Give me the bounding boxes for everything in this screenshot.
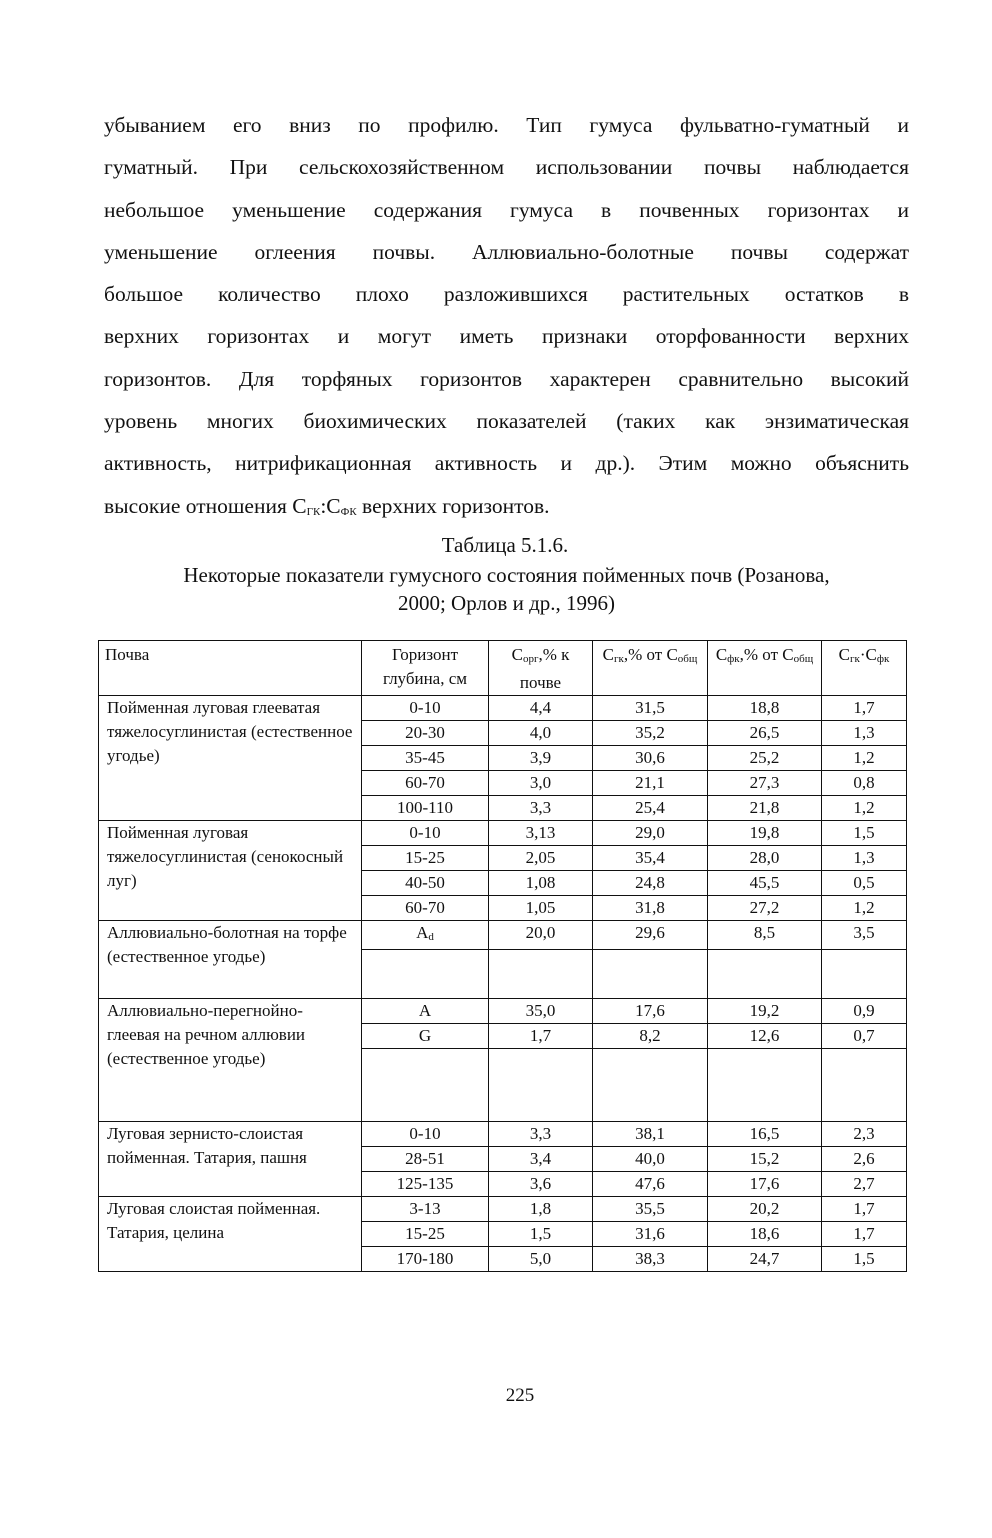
ratio-cell: 1,2: [822, 896, 907, 921]
horizon-cell: 28-51: [362, 1147, 489, 1172]
paragraph-line: уровень многих биохимических показателей (таких как энзиматическая: [104, 409, 909, 434]
table-row: [99, 821, 907, 846]
horizon-cell: 0-10: [362, 1122, 489, 1147]
soil-name-cell: Луговая слоистая пойменная. Татария, целина: [99, 1197, 362, 1272]
paragraph-line: большое количество плохо разложившихся растительных остатков в: [104, 282, 909, 307]
c-org-cell: 1,7: [489, 1024, 593, 1049]
c-gk-cell: 25,4: [593, 796, 708, 821]
horizon-cell: 125-135: [362, 1172, 489, 1197]
table-title-line: Некоторые показатели гумусного состояния пойменных почв (Розанова,: [183, 563, 830, 587]
c-org-cell: 3,4: [489, 1147, 593, 1172]
paragraph-line: верхних горизонтах и могут иметь признаки оторфованности верхних: [104, 324, 909, 349]
c-org-cell: 1,08: [489, 871, 593, 896]
empty-cell: [362, 1049, 489, 1122]
horizon-cell: 15-25: [362, 1222, 489, 1247]
c-org-cell: 3,3: [489, 796, 593, 821]
c-org-cell: 1,8: [489, 1197, 593, 1222]
c-fk-cell: 25,2: [708, 746, 822, 771]
c-fk-cell: 17,6: [708, 1172, 822, 1197]
data-table: [98, 640, 907, 1272]
empty-cell: [489, 1049, 593, 1122]
c-fk-cell: 18,6: [708, 1222, 822, 1247]
ratio-cell: 1,2: [822, 746, 907, 771]
paragraph-line: убыванием его вниз по профилю. Тип гумуса фульватно-гуматный и: [104, 113, 909, 137]
horizon-cell: 0-10: [362, 696, 489, 721]
c-org-cell: 3,13: [489, 821, 593, 846]
ratio-cell: 2,7: [822, 1172, 907, 1197]
ratio-cell: 0,5: [822, 871, 907, 896]
horizon-cell: G: [362, 1024, 489, 1049]
table-row: [99, 696, 907, 721]
c-fk-cell: 8,5: [708, 921, 822, 950]
c-gk-cell: 30,6: [593, 746, 708, 771]
ratio-cell: 1,2: [822, 796, 907, 821]
c-fk-cell: 18,8: [708, 696, 822, 721]
horizon-cell: 35-45: [362, 746, 489, 771]
paragraph-line: небольшое уменьшение содержания гумуса в почвенных горизонтах и: [104, 197, 909, 222]
soil-name-cell: Аллювиально-перегнойно-глеевая на речном аллювии (естественное угодье): [99, 999, 362, 1122]
horizon-cell: $A_d$: [362, 921, 489, 950]
table-row: [99, 1197, 907, 1222]
empty-cell: [593, 950, 708, 999]
horizon-cell: 60-70: [362, 896, 489, 921]
table-title-line: 2000; Орлов и др., 1996): [397, 591, 616, 615]
c-fk-cell: 20,2: [708, 1197, 822, 1222]
empty-cell: [822, 950, 907, 999]
ratio-cell: 0,7: [822, 1024, 907, 1049]
c-org-cell: 3,9: [489, 746, 593, 771]
horizon-cell: 20-30: [362, 721, 489, 746]
paragraph-line: гуматный. При сельскохозяйственном использовании почвы наблюдается: [104, 155, 909, 180]
c-fk-cell: 19,2: [708, 999, 822, 1024]
soil-name-cell: Пойменная луговая тяжелосуглинистая (сенокосный луг): [99, 821, 362, 921]
ratio-cell: 3,5: [822, 921, 907, 950]
c-fk-cell: 24,7: [708, 1247, 822, 1272]
c-fk-cell: 45,5: [708, 871, 822, 896]
c-fk-cell: 21,8: [708, 796, 822, 821]
c-org-cell: 3,3: [489, 1122, 593, 1147]
c-fk-cell: 27,2: [708, 896, 822, 921]
empty-cell: [489, 950, 593, 999]
c-gk-cell: 40,0: [593, 1147, 708, 1172]
header-c-gk: $С_{гк},\%$ от $С_{общ}$: [593, 641, 708, 696]
c-gk-cell: 31,8: [593, 896, 708, 921]
horizon-cell: 170-180: [362, 1247, 489, 1272]
c-gk-cell: 38,1: [593, 1122, 708, 1147]
c-org-cell: 20,0: [489, 921, 593, 950]
c-fk-cell: 12,6: [708, 1024, 822, 1049]
c-org-cell: 35,0: [489, 999, 593, 1024]
body-paragraph: [104, 104, 909, 533]
c-gk-cell: 47,6: [593, 1172, 708, 1197]
horizon-cell: 60-70: [362, 771, 489, 796]
horizon-cell: 100-110: [362, 796, 489, 821]
header-soil: Почва: [99, 641, 362, 696]
ratio-cell: 1,3: [822, 721, 907, 746]
c-fk-cell: 27,3: [708, 771, 822, 796]
ratio-cell: 0,8: [822, 771, 907, 796]
c-gk-cell: 38,3: [593, 1247, 708, 1272]
c-gk-cell: 35,5: [593, 1197, 708, 1222]
empty-cell: [708, 1049, 822, 1122]
ratio-cell: 2,3: [822, 1122, 907, 1147]
horizon-cell: A: [362, 999, 489, 1024]
c-gk-cell: 21,1: [593, 771, 708, 796]
ratio-cell: 0,9: [822, 999, 907, 1024]
empty-cell: [593, 1049, 708, 1122]
c-org-cell: 3,0: [489, 771, 593, 796]
table-number: Таблица 5.1.6.: [441, 533, 569, 557]
ratio-cell: 2,6: [822, 1147, 907, 1172]
horizon-cell: 40-50: [362, 871, 489, 896]
c-org-cell: 4,0: [489, 721, 593, 746]
c-gk-cell: 29,6: [593, 921, 708, 950]
empty-cell: [822, 1049, 907, 1122]
soil-name-cell: Аллювиально-болотная на торфе (естественное угодье): [99, 921, 362, 999]
c-org-cell: 3,6: [489, 1172, 593, 1197]
paragraph-line: горизонтов. Для торфяных горизонтов характерен сравнительно высокий: [104, 366, 909, 391]
ratio-cell: 1,7: [822, 696, 907, 721]
c-fk-cell: 19,8: [708, 821, 822, 846]
table-header-row: [99, 641, 907, 696]
c-gk-cell: 35,4: [593, 846, 708, 871]
header-ratio: $С_{гк}\cdot С_{фк}$: [822, 641, 907, 696]
soil-name-cell: Пойменная луговая глееватая тяжелосуглинистая (естественное угодье): [99, 696, 362, 821]
paragraph-line: активность, нитрификационная активность и др.). Этим можно объяснить: [104, 451, 909, 476]
c-gk-cell: 29,0: [593, 821, 708, 846]
c-org-cell: 1,5: [489, 1222, 593, 1247]
c-fk-cell: 15,2: [708, 1147, 822, 1172]
header-horizon: Горизонт глубина, см: [362, 641, 489, 696]
table-body: [99, 696, 907, 1272]
c-gk-cell: 8,2: [593, 1024, 708, 1049]
horizon-cell: 3-13: [362, 1197, 489, 1222]
horizon-cell: 15-25: [362, 846, 489, 871]
c-gk-cell: 31,6: [593, 1222, 708, 1247]
c-gk-cell: 35,2: [593, 721, 708, 746]
page-number: 225: [505, 1385, 535, 1406]
horizon-cell: 0-10: [362, 821, 489, 846]
c-org-cell: 1,05: [489, 896, 593, 921]
ratio-cell: 1,7: [822, 1222, 907, 1247]
c-fk-cell: 28,0: [708, 846, 822, 871]
header-c-fk: $С_{фк},\%$ от $С_{общ}$: [708, 641, 822, 696]
table-row: [99, 999, 907, 1024]
table-row: [99, 1122, 907, 1147]
header-c-org: $С_{орг},\%$ к почве: [489, 641, 593, 696]
soil-name-cell: Луговая зернисто-слоистая пойменная. Татария, пашня: [99, 1122, 362, 1197]
paragraph-line: уменьшение оглеения почвы. Аллювиально-болотные почвы содержат: [104, 239, 909, 264]
table-row: [99, 921, 907, 950]
c-org-cell: 4,4: [489, 696, 593, 721]
c-fk-cell: 26,5: [708, 721, 822, 746]
c-gk-cell: 31,5: [593, 696, 708, 721]
ratio-cell: 1,5: [822, 1247, 907, 1272]
ratio-cell: 1,3: [822, 846, 907, 871]
c-org-cell: 5,0: [489, 1247, 593, 1272]
c-gk-cell: 24,8: [593, 871, 708, 896]
c-fk-cell: 16,5: [708, 1122, 822, 1147]
c-gk-cell: 17,6: [593, 999, 708, 1024]
ratio-cell: 1,7: [822, 1197, 907, 1222]
table-title: [104, 561, 909, 617]
c-org-cell: 2,05: [489, 846, 593, 871]
ratio-cell: 1,5: [822, 821, 907, 846]
empty-cell: [362, 950, 489, 999]
paragraph-last-line: высокие отношения $С_{ГК}:С_{ФК}$ верхних горизонтов.: [104, 493, 550, 518]
empty-cell: [708, 950, 822, 999]
